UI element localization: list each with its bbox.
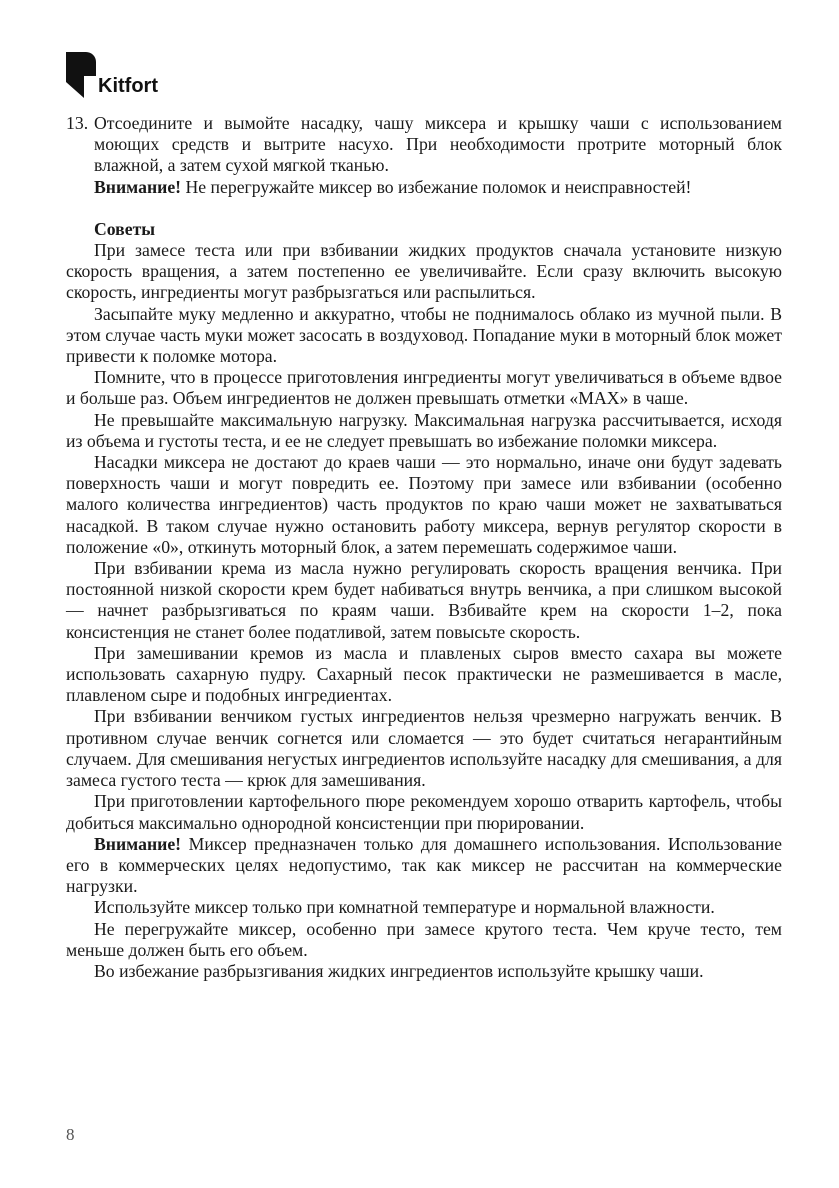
tip-paragraph-8: При взбивании венчиком густых ингредиентов нельзя чрезмерно нагружать венчик. В противном случае венчик согнется или сломается — это будет считаться негарантийным случаем. Для смешивания негустых ингредиентов используйте насадку для смешивания, а для замеса густого теста — крюк для замешивания. — [66, 706, 782, 791]
manual-content — [66, 113, 782, 982]
tip-paragraph-6: При взбивании крема из масла нужно регулировать скорость вращения венчика. При постоянной низкой скорости крем будет набиваться внутрь венчика, а при слишком высокой — начнет разбрызгиваться по краям чаши. Взбивайте крем на скорости 1–2, пока консистенция не станет более податливой, затем повысьте скорость. — [66, 558, 782, 642]
tip-paragraph-5: Насадки миксера не достают до краев чаши — это нормально, иначе они будут задевать поверхность чаши и могут повредить ее. Поэтому при замесе или взбивании (особенно малого количества ингредиентов) часть продуктов по краю чаши может не захватываться насадкой. В таком случае нужно остановить работу миксера, вернув регулятор скорости в положение «0», откинуть моторный блок, а затем перемешать содержимое чаши. — [66, 452, 782, 557]
tip-paragraph-12: Не перегружайте миксер, особенно при замесе крутого теста. Чем круче тесто, тем меньше должен быть его объем. — [66, 918, 782, 960]
tip-paragraph-10 — [66, 834, 782, 898]
tip-paragraph-1: При замесе теста или при взбивании жидких продуктов сначала установите низкую скорость вращения, а затем постепенно ее увеличивайте. Если сразу включить высокую скорость, ингредиенты могут разбрызгаться или распылиться. — [66, 240, 782, 303]
brand-name: Kitfort — [98, 75, 158, 97]
step-13-warning — [66, 177, 782, 198]
brand-logo — [66, 48, 158, 98]
warning-label: Внимание! — [94, 833, 182, 854]
tips-heading: Советы — [94, 218, 156, 239]
warning-text: Не перегружайте миксер во избежание поломок и неисправностей! — [181, 176, 692, 197]
tip-paragraph-13: Во избежание разбрызгивания жидких ингредиентов используйте крышку чаши. — [94, 960, 704, 981]
kitfort-logo-icon — [66, 52, 96, 98]
tip-paragraph-11: Используйте миксер только при комнатной температуре и нормальной влажности. — [94, 897, 715, 918]
tip-paragraph-2: Засыпайте муку медленно и аккуратно, чтобы не поднималось облако из мучной пыли. В этом случае часть муки может засосать в воздуховод. Попадание муки в моторный блок может привести к поломке мотора. — [66, 303, 782, 367]
tip-paragraph-9: При приготовлении картофельного пюре рекомендуем хорошо отварить картофель, чтобы добиться максимально однородной консистенции при пюрировании. — [66, 791, 782, 833]
step-number: 13. — [66, 113, 89, 133]
tip-paragraph-3: Помните, что в процессе приготовления ингредиенты могут увеличиваться в объеме вдвое и больше раз. Объем ингредиентов не должен превышать отметки «MAX» в чаше. — [66, 367, 782, 409]
warning-label: Внимание! — [94, 176, 182, 197]
tip-paragraph-4: Не превышайте максимальную нагрузку. Максимальная нагрузка рассчитывается, исходя из объема и густоты теста, и ее не следует превышать во избежание поломки миксера. — [66, 409, 782, 451]
step-13 — [66, 113, 782, 177]
tip-paragraph-7: При замешивании кремов из масла и плавленых сыров вместо сахара вы можете использовать сахарную пудру. Сахарный песок практически не размешивается в масле, плавленом сыре и подобных ингредиентах. — [66, 642, 782, 706]
warning-text: Миксер предназначен только для домашнего использования. Использование его в коммерческих целях недопустимо, так как миксер не рассчитан на коммерческие нагрузки. — [66, 833, 782, 897]
page-number: 8 — [66, 1125, 75, 1144]
step-13-text: Отсоедините и вымойте насадку, чашу миксера и крышку чаши с использованием моющих средств и вытрите насухо. При необходимости протрите моторный блок влажной, а затем сухой мягкой тканью. — [94, 113, 782, 176]
